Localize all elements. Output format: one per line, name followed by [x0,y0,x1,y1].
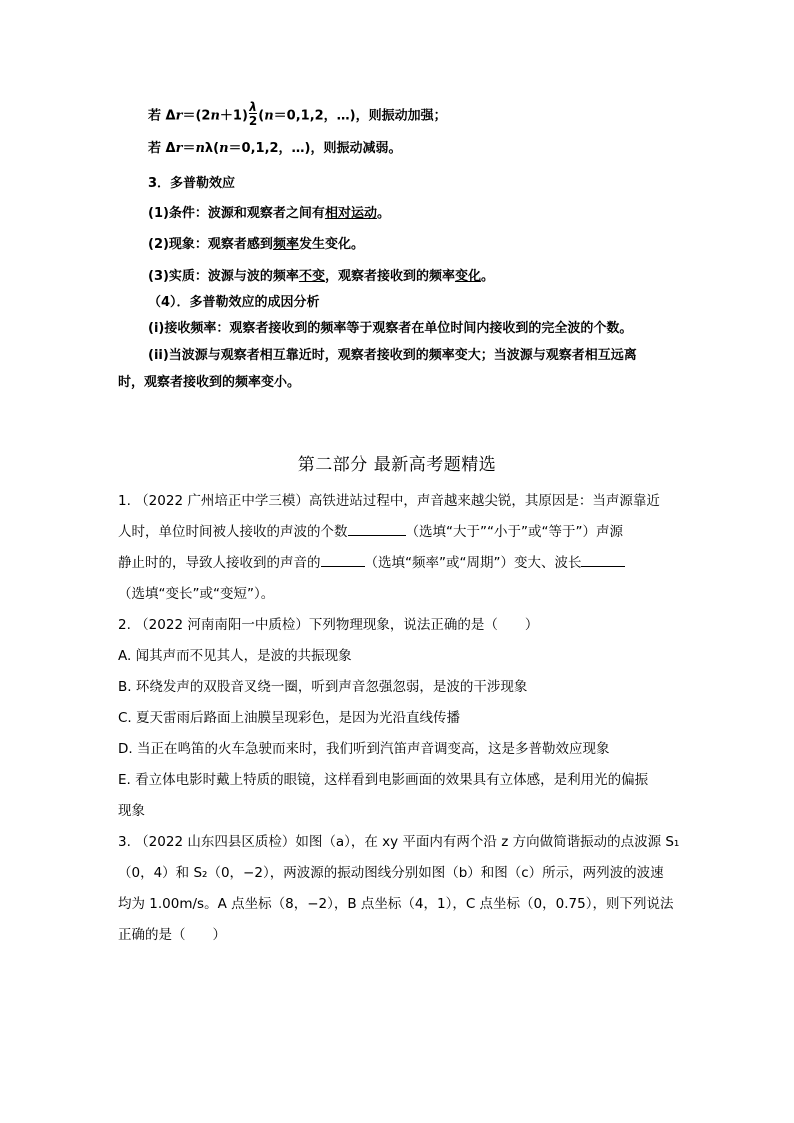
text: ＝0,1,2，…)，则振动减弱。 [228,141,402,156]
q3-line-2: （0，4）和 S₂（0，−2），两波源的振动图线分别如图（b）和图（c）所示，两列波的波速 [118,865,664,881]
interference-strengthen-line [148,100,447,129]
symbol-n: n [210,108,220,124]
text: ＝ [182,141,196,156]
doppler-cause-heading: （4）．多普勒效应的成因分析 [148,295,320,310]
approach-recede-text-2: 时，观察者接收到的频率变小。 [118,375,301,390]
text: 静止时的，导致人接收到的声音的 [118,555,321,571]
q1-line-4: （选填“变长”或“变短”）。 [118,586,275,602]
doppler-essence [148,268,494,286]
symbol-n: n [264,108,274,124]
q1-line-2 [118,523,623,541]
interference-weaken-line [148,140,402,158]
fraction-denominator: 2 [248,114,258,128]
text: 。 [480,269,494,284]
underlined-term: 变化 [454,269,481,284]
q2-option-a: A. 闻其声而不见其人，是波的共振现象 [118,648,352,664]
symbol-n: n [219,141,229,156]
text: 发生变化。 [298,237,364,252]
text: λ( [204,141,220,156]
answer-blank[interactable] [348,523,406,536]
underlined-term: 频率 [272,237,299,252]
text: ＝0,1,2，…)，则振动加强； [273,108,447,124]
underlined-term: 不变 [298,269,325,284]
symbol-r: r [175,141,183,156]
answer-blank[interactable] [581,554,625,567]
text: 人时，单位时间被人接收的声波的个数 [118,524,348,540]
text: ＝(2 [182,108,211,124]
receive-frequency-text: (i)接收频率：观察者接收到的频率等于观察者在单位时间内接收到的完全波的个数。 [148,321,633,336]
underlined-term: 相对运动 [324,206,377,221]
text: (3)实质：波源与波的频率 [148,269,299,284]
text: ( [258,108,265,124]
q2-option-c: C. 夏天雷雨后路面上油膜呈现彩色，是因为光沿直线传播 [118,710,461,726]
q2-option-e: E. 看立体电影时戴上特质的眼镜，这样看到电影画面的效果具有立体感，是利用光的偏振 [118,772,649,788]
part-title: 第二部分 最新高考题精选 [297,455,497,475]
q2-option-b: B. 环绕发声的双股音叉绕一圈，听到声音忽强忽弱，是波的干涉现象 [118,679,528,695]
q3-line-3: 均为 1.00m/s。A 点坐标（8，−2），B 点坐标（4，1），C 点坐标（0，0.75），则下列说法 [118,896,674,912]
lambda-over-two-fraction [249,101,257,127]
symbol-n: n [195,141,205,156]
q3-line-4: 正确的是（ ） [118,927,226,943]
fraction-numerator: λ [249,100,257,114]
q2-stem: 2. （2022 河南南阳一中质检）下列物理现象，说法正确的是（ ） [118,617,539,633]
doppler-condition [148,205,390,223]
symbol-r: r [175,108,183,124]
text: 若 Δ [148,108,176,124]
text: ，观察者接收到的频率 [324,269,455,284]
q1-line-1: 1. （2022 广州培正中学三模）高铁进站过程中，声音越来越尖锐，其原因是：当声源靠近 [118,493,660,509]
answer-blank[interactable] [321,554,365,567]
q2-option-d: D. 当正在鸣笛的火车急驶而来时，我们听到汽笛声音调变高，这是多普勒效应现象 [118,741,610,757]
text: （选填“大于”“小于”或“等于”）声源 [405,524,623,540]
q2-option-e-cont: 现象 [118,803,145,819]
doppler-phenomenon [148,236,364,254]
text: （选填“频率”或“周期”）变大、波长 [364,555,582,571]
approach-recede-text-1: (ii)当波源与观察者相互靠近时，观察者接收到的频率变大；当波源与观察者相互远离 [148,348,637,363]
text: 若 Δ [148,141,176,156]
doppler-heading: 3．多普勒效应 [148,176,236,191]
q1-line-3 [118,554,625,572]
q3-line-1: 3. （2022 山东四县区质检）如图（a），在 xy 平面内有两个沿 z 方向做简谐振动的点波源 S₁ [118,834,680,850]
text: 。 [376,206,390,221]
text: (1)条件：波源和观察者之间有 [148,206,325,221]
text: ＋1) [219,108,248,124]
text: (2)现象：观察者感到 [148,237,273,252]
